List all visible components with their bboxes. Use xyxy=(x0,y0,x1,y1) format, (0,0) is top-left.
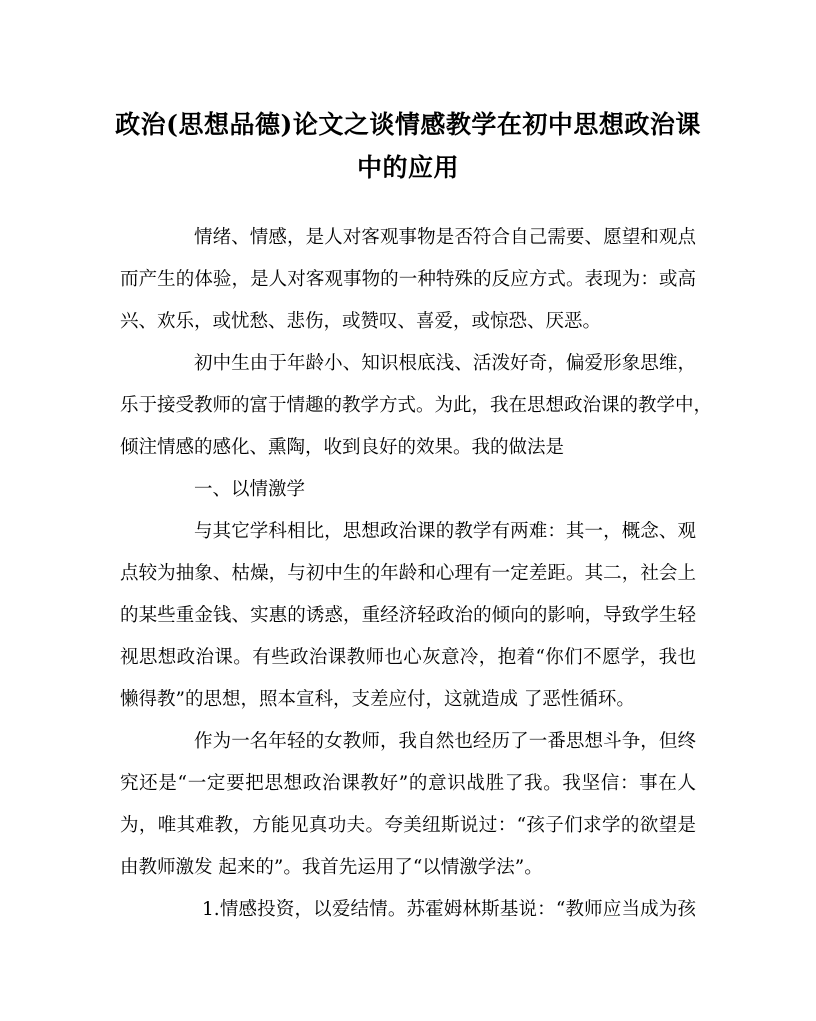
paragraph-line: 与其它学科相比，思想政治课的教学有两难：其一，概念、观 xyxy=(194,521,696,542)
paragraph-line: 初中生由于年龄小、知识根底浅、活泼好奇，偏爱形象思维， xyxy=(194,353,696,374)
paragraph-line: 由教师激发 起来的”。我首先运用了“以情激学法”。 xyxy=(120,857,543,878)
section-heading: 一、以情激学 xyxy=(194,479,306,500)
paragraph-line: 倾注情感的感化、熏陶，收到良好的效果。我的做法是 xyxy=(120,437,565,458)
paragraph-line: 1.情感投资，以爱结情。苏霍姆林斯基说：“教师应当成为孩 xyxy=(202,899,696,920)
paragraph-line: 为，唯其难教，方能见真功夫。夸美纽斯说过：“孩子们求学的欲望是 xyxy=(120,815,696,836)
paragraph-line: 兴、欢乐，或忧愁、悲伤，或赞叹、喜爱，或惊恐、厌恶。 xyxy=(120,311,602,332)
paragraph-line: 乐于接受教师的富于情趣的教学方式。为此，我在思想政治课的教学中， xyxy=(120,395,713,416)
paragraph-line: 而产生的体验，是人对客观事物的一种特殊的反应方式。表现为：或高 xyxy=(120,269,696,290)
paragraph-line: 情绪、情感，是人对客观事物是否符合自己需要、愿望和观点 xyxy=(194,227,696,248)
paragraph-line: 究还是“一定要把思想政治课教好”的意识战胜了我。我坚信：事在人 xyxy=(120,773,696,794)
paragraph-line: 视思想政治课。有些政治课教师也心灰意冷，抱着“你们不愿学，我也 xyxy=(120,647,696,668)
document-title-line-1: 政治(思想品德)论文之谈情感教学在初中思想政治课 xyxy=(115,110,701,139)
paragraph-line: 作为一名年轻的女教师，我自然也经历了一番思想斗争，但终 xyxy=(194,731,696,752)
document-title-line-2: 中的应用 xyxy=(356,153,459,182)
paragraph-line: 懒得教”的思想，照本宣科，支差应付，这就造成 了恶性循环。 xyxy=(120,689,635,710)
paragraph-line: 点较为抽象、枯燥，与初中生的年龄和心理有一定差距。其二，社会上 xyxy=(120,563,696,584)
paragraph-line: 的某些重金钱、实惠的诱惑，重经济轻政治的倾向的影响，导致学生轻 xyxy=(120,605,696,626)
